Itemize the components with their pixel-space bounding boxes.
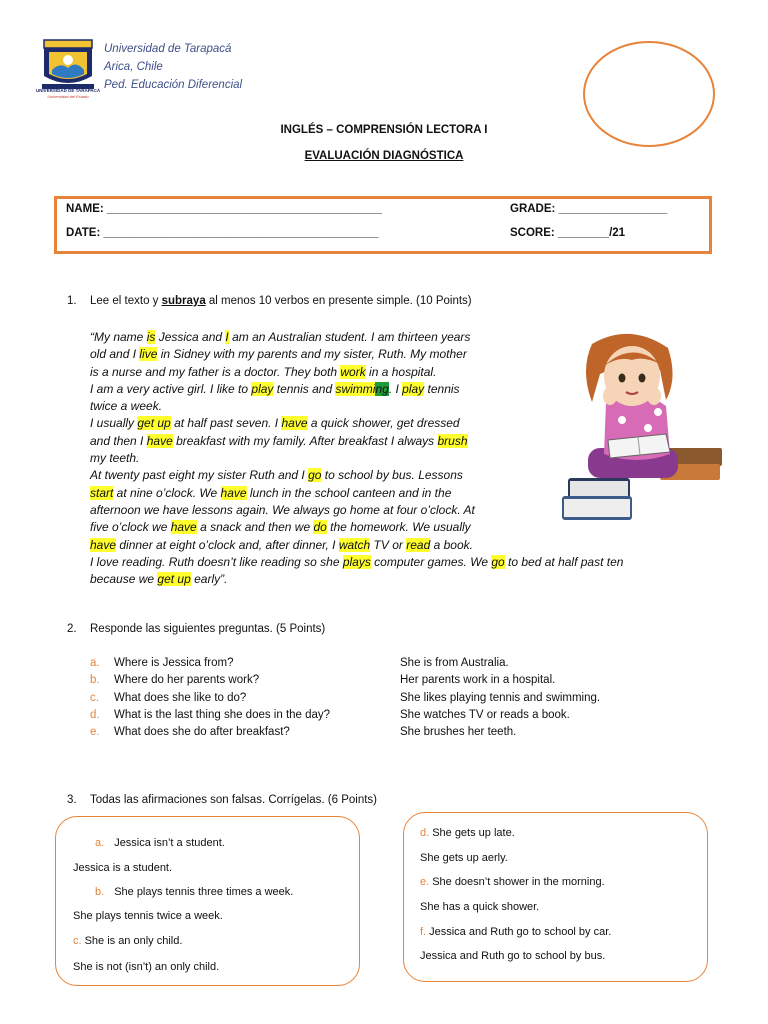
statement-d [420,827,515,839]
highlighted-verb[interactable]: brush [437,433,468,448]
passage-line [90,433,610,450]
institution-city: Arica, Chile [104,61,163,73]
reading-passage [90,329,624,588]
qa-answer[interactable]: She is from Australia. [400,657,509,669]
passage-text: in Sidney with my parents and my sister, Ruth. My mother [157,347,467,362]
passage-text: I usually [90,416,138,431]
passage-text: TV or [370,537,407,552]
institution-block [104,40,242,94]
qa-row [90,672,690,689]
qa-letter: c. [90,691,99,704]
highlighted-verb[interactable]: have [90,537,117,552]
qa-answer[interactable]: She watches TV or reads a book. [400,708,570,721]
passage-text: at nine o’clock. We [113,485,221,500]
date-field[interactable]: DATE: ___________________________________________ [66,227,379,239]
passage-text: a snack and then we [196,520,314,535]
qa-answer[interactable]: She brushes her teeth. [400,726,517,739]
q2-prompt: Responde las siguientes preguntas. (5 Points) [90,623,326,635]
q2-answers [90,655,690,741]
girl-reading-illustration [548,330,728,530]
passage-text: old and I [90,347,140,362]
passage-line [90,571,610,588]
passage-text: because we [90,572,158,587]
name-field[interactable]: NAME: ___________________________________________ [66,203,382,215]
passage-line [90,381,610,398]
passage-text: twice a week. [90,399,163,414]
qa-question: What is the last thing she does in the day? [114,708,331,721]
passage-line [90,485,610,502]
passage-text: “My name [90,330,147,344]
highlighted-verb[interactable]: live [139,347,158,362]
qa-letter: d. [90,708,100,721]
passage-line [90,502,610,519]
passage-line [90,329,610,346]
question-2 [67,623,325,635]
passage-text: Jessica and [155,330,226,344]
logo-motto: Universidad del Estado [47,94,89,99]
statement-c [73,935,182,947]
q1-underlined: subraya [161,295,206,307]
highlighted-verb[interactable]: ng [375,381,389,396]
statement-letter: c. [73,935,82,947]
passage-text: my teeth. [90,451,140,466]
highlighted-verb[interactable]: work [340,364,366,379]
qa-row [90,724,690,741]
passage-line [90,346,610,363]
statement-text: She gets up late. [432,827,515,839]
correction-d[interactable]: She gets up aerly. [420,852,508,864]
qa-row [90,690,690,707]
passage-text: breakfast with my family. After breakfast I always [172,433,438,448]
passage-text: early”. [190,572,228,587]
passage-text: tennis [424,381,460,396]
passage-text: and then I [90,433,147,448]
passage-text: At twenty past eight my sister Ruth and I [90,468,309,483]
qa-row [90,655,690,672]
passage-line [90,537,610,554]
qa-question: Where is Jessica from? [114,657,234,669]
q3-number: 3. [67,794,77,806]
statement-f [420,926,611,938]
correction-f[interactable]: Jessica and Ruth go to school by bus. [420,950,606,962]
qa-answer[interactable]: Her parents work in a hospital. [400,674,556,687]
statement-a [95,837,225,849]
passage-text: in a hospital. [365,364,437,379]
university-logo [35,38,101,100]
grade-field[interactable]: GRADE: _________________ [510,203,668,215]
highlighted-verb[interactable]: watch [338,537,371,552]
statement-letter: b. [95,886,105,898]
qa-question: What does she like to do? [114,691,247,704]
highlighted-verb[interactable]: is [146,330,156,344]
passage-line [90,398,610,415]
question-3 [67,794,377,806]
qa-answer[interactable]: She likes playing tennis and swimming. [400,691,601,704]
passage-text: am an Australian student. I am thirteen years [228,330,471,344]
score-field[interactable]: SCORE: ________/21 [510,227,626,239]
highlighted-verb[interactable]: play [251,381,274,396]
q1-number: 1. [67,295,77,307]
highlighted-verb[interactable]: go [491,554,505,569]
passage-text: I am a very active girl. I like to [90,381,252,396]
passage-line [90,450,610,467]
q2-number: 2. [67,623,77,635]
q1-prefix: Lee el texto y [90,295,162,307]
passage-text: at half past seven. I [170,416,282,431]
passage-text: a quick shower, get dressed [307,416,460,431]
passage-line [90,415,610,432]
statement-text: Jessica isn’t a student. [114,837,225,849]
statement-letter: e. [420,876,430,888]
statement-b [95,886,293,898]
passage-text: dinner at eight o’clock and, after dinner, I [116,537,339,552]
q3-prompt: Todas las afirmaciones son falsas. Corrígelas. (6 Points) [90,794,377,806]
correction-a[interactable]: Jessica is a student. [73,862,173,874]
page-subtitle: EVALUACIÓN DIAGNÓSTICA [304,150,464,162]
passage-text: lunch in the school canteen and in the [246,485,452,500]
highlighted-verb[interactable]: I [225,330,229,344]
passage-text: . I [388,381,403,396]
qa-row [90,707,690,724]
passage-text: I love reading. Ruth doesn’t like reading so she [90,554,343,569]
highlighted-verb[interactable]: get up [157,572,191,587]
statement-letter: f. [420,926,427,938]
highlighted-verb[interactable]: do [313,520,327,535]
statement-letter: d. [420,827,430,839]
passage-line [90,554,624,571]
highlighted-verb[interactable]: have [170,520,197,535]
qa-question: Where do her parents work? [114,674,260,687]
statement-letter: a. [95,837,105,849]
passage-text: five o’clock we [90,520,171,535]
passage-text: computer games. We [370,554,492,569]
highlighted-verb[interactable]: plays [342,554,371,569]
question-1 [67,295,472,307]
highlighted-verb[interactable]: have [220,485,247,500]
highlighted-verb[interactable]: swimmi [335,381,376,396]
passage-text: afternoon we have lessons again. We always go home at four o’clock. At [90,502,475,517]
highlighted-verb[interactable]: get up [137,416,171,431]
passage-line [90,519,610,536]
statement-e [420,876,605,888]
correction-b[interactable]: She plays tennis twice a week. [73,910,223,922]
logo-text: UNIVERSIDAD DE TARAPACÁ [35,88,101,93]
statement-text: She doesn’t shower in the morning. [432,876,605,888]
highlighted-verb[interactable]: start [90,485,114,500]
statement-text: She plays tennis three times a week. [114,886,294,898]
passage-text: is a nurse and my father is a doctor. They both [90,364,341,379]
institution-name: Universidad de Tarapacá [104,43,232,55]
passage-text: to school by bus. Lessons [321,468,463,483]
passage-text: to bed at half past ten [504,554,624,569]
correction-e[interactable]: She has a quick shower. [420,901,540,913]
qa-letter: a. [90,657,100,669]
correction-c[interactable]: She is not (isn’t) an only child. [73,961,220,973]
highlighted-verb[interactable]: have [146,433,173,448]
passage-line [90,364,610,381]
highlighted-verb[interactable]: go [308,468,322,483]
qa-question: What does she do after breakfast? [114,726,290,739]
statement-text: She is an only child. [84,935,183,947]
q1-suffix: al menos 10 verbos en presente simple. (10 Points) [205,295,472,307]
qa-letter: b. [90,674,100,687]
institution-program: Ped. Educación Diferencial [104,79,243,91]
statement-text: Jessica and Ruth go to school by car. [429,926,612,938]
passage-text: the homework. We usually [326,520,471,535]
highlighted-verb[interactable]: have [281,416,308,431]
passage-text: a book. [430,537,473,552]
highlighted-verb[interactable]: play [402,381,425,396]
qa-letter: e. [90,726,100,739]
passage-text: tennis and [273,381,336,396]
highlighted-verb[interactable]: read [406,537,431,552]
page-title: INGLÉS – COMPRENSIÓN LECTORA I [280,124,488,136]
passage-line [90,467,610,484]
